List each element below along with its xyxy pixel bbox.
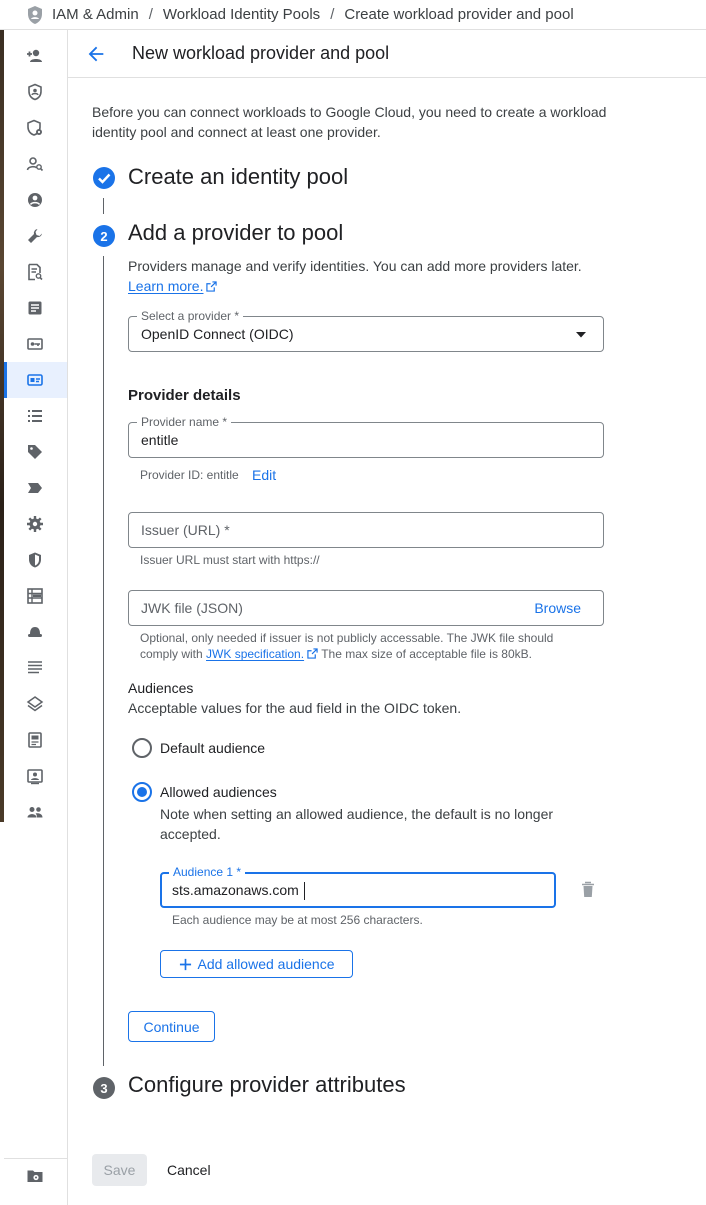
- nav-person-search-icon[interactable]: [4, 146, 67, 182]
- audience-1-value: sts.amazonaws.com: [172, 882, 299, 898]
- delete-audience-button[interactable]: [580, 881, 596, 899]
- default-audience-label[interactable]: Default audience: [160, 740, 266, 756]
- nav-settings-gear-icon[interactable]: [4, 506, 67, 542]
- breadcrumb-current-page: Create workload provider and pool: [344, 6, 574, 23]
- audience-1-field[interactable]: [160, 865, 556, 908]
- nav-tag-icon[interactable]: [4, 434, 67, 470]
- issuer-url-placeholder: Issuer (URL) *: [141, 522, 230, 538]
- default-audience-radio[interactable]: [132, 738, 152, 758]
- step-3-number: 3: [93, 1077, 115, 1099]
- jwk-file-field[interactable]: [128, 590, 604, 626]
- provider-details-title: Provider details: [128, 387, 241, 404]
- nav-layers-icon[interactable]: [4, 686, 67, 722]
- nav-shield-person-icon[interactable]: [4, 74, 67, 110]
- side-nav-rail: [4, 30, 68, 1205]
- nav-calendar-box-icon[interactable]: [4, 722, 67, 758]
- breadcrumb-separator: /: [330, 6, 335, 23]
- nav-table-icon[interactable]: [4, 578, 67, 614]
- audiences-title: Audiences: [128, 680, 194, 696]
- page-header: [68, 30, 706, 78]
- step-connector: [103, 198, 104, 214]
- nav-list-icon[interactable]: [4, 398, 67, 434]
- cancel-button[interactable]: Cancel: [167, 1162, 211, 1178]
- open-in-new-icon: [307, 648, 318, 659]
- back-button[interactable]: [84, 42, 108, 66]
- nav-lines-icon[interactable]: [4, 650, 67, 686]
- save-button[interactable]: Save: [92, 1154, 147, 1186]
- add-allowed-audience-button[interactable]: [160, 950, 353, 978]
- browse-button[interactable]: Browse: [534, 600, 581, 616]
- intro-text: Before you can connect workloads to Google Cloud, you need to create a workload identity pool and connect at least one provider.: [92, 104, 607, 140]
- jwk-helper-text-2: The max size of acceptable file is 80kB.: [321, 647, 532, 661]
- jwk-helper: [140, 630, 580, 662]
- issuer-url-field[interactable]: [128, 512, 604, 548]
- jwk-spec-link[interactable]: JWK specification.: [206, 647, 305, 661]
- provider-select-label: Select a provider *: [137, 309, 243, 323]
- nav-workload-identity-icon[interactable]: [4, 362, 67, 398]
- nav-document-search-icon[interactable]: [4, 254, 67, 290]
- jwk-file-placeholder: JWK file (JSON): [141, 600, 243, 616]
- page-title: New workload provider and pool: [132, 43, 390, 63]
- breadcrumb-iam-admin[interactable]: IAM & Admin: [52, 6, 139, 23]
- provider-name-label: Provider name *: [137, 415, 231, 429]
- provider-select[interactable]: [128, 309, 604, 352]
- step-2-description: Providers manage and verify identities. You can add more providers later.: [128, 258, 582, 274]
- nav-security-shield-icon[interactable]: [4, 542, 67, 578]
- nav-wrench-icon[interactable]: [4, 218, 67, 254]
- learn-more-label[interactable]: Learn more.: [128, 278, 204, 294]
- nav-shield-gear-icon[interactable]: [4, 110, 67, 146]
- step-2-title: Add a provider to pool: [128, 220, 344, 245]
- provider-id-text: Provider ID: entitle: [140, 468, 239, 482]
- nav-badge-key-icon[interactable]: [4, 326, 67, 362]
- nav-label-icon[interactable]: [4, 470, 67, 506]
- step-connector: [103, 256, 104, 1066]
- provider-name-value: entitle: [141, 432, 179, 448]
- audience-1-label: Audience 1 *: [169, 865, 245, 879]
- nav-account-circle-icon[interactable]: [4, 182, 67, 218]
- nav-group-icon[interactable]: [4, 794, 67, 830]
- arrow-back-icon: [85, 43, 107, 65]
- provider-name-field[interactable]: [128, 415, 604, 458]
- learn-more-link[interactable]: [128, 276, 217, 296]
- nav-hat-icon[interactable]: [4, 614, 67, 650]
- jwk-helper-text-1: Optional, only needed if issuer is not publicly accessable. The JWK file should comply with: [140, 631, 554, 661]
- breadcrumb: [0, 0, 706, 30]
- breadcrumb-separator: /: [148, 6, 153, 23]
- dropdown-arrow-icon: [575, 331, 587, 339]
- breadcrumb-workload-identity-pools[interactable]: Workload Identity Pools: [162, 6, 321, 23]
- nav-person-card-icon[interactable]: [4, 758, 67, 794]
- provider-select-value: OpenID Connect (OIDC): [141, 326, 294, 342]
- allowed-audiences-radio[interactable]: [132, 782, 152, 802]
- text-cursor: [304, 882, 305, 900]
- provider-id-edit-button[interactable]: Edit: [252, 467, 277, 483]
- step-2-number: 2: [93, 225, 115, 247]
- add-allowed-audience-label: Add allowed audience: [197, 956, 335, 972]
- iam-shield-icon: [26, 5, 44, 25]
- trash-icon: [580, 881, 596, 899]
- open-in-new-icon: [206, 281, 217, 292]
- allowed-audiences-note: Note when setting an allowed audience, the default is no longer accepted.: [160, 806, 554, 842]
- audiences-description: Acceptable values for the aud field in the OIDC token.: [128, 700, 462, 716]
- step-complete-check-icon: [93, 167, 115, 189]
- allowed-audiences-label[interactable]: Allowed audiences: [160, 784, 277, 800]
- audience-1-helper: Each audience may be at most 256 characters.: [172, 913, 423, 927]
- step-1-title[interactable]: Create an identity pool: [128, 164, 349, 189]
- nav-add-person-icon[interactable]: [4, 38, 67, 74]
- issuer-url-helper: Issuer URL must start with https://: [140, 553, 320, 567]
- nav-article-icon[interactable]: [4, 290, 67, 326]
- step-3-title[interactable]: Configure provider attributes: [128, 1072, 406, 1097]
- nav-folder-gear-icon[interactable]: [4, 1158, 67, 1194]
- plus-icon: [179, 958, 192, 971]
- continue-button[interactable]: Continue: [128, 1011, 215, 1042]
